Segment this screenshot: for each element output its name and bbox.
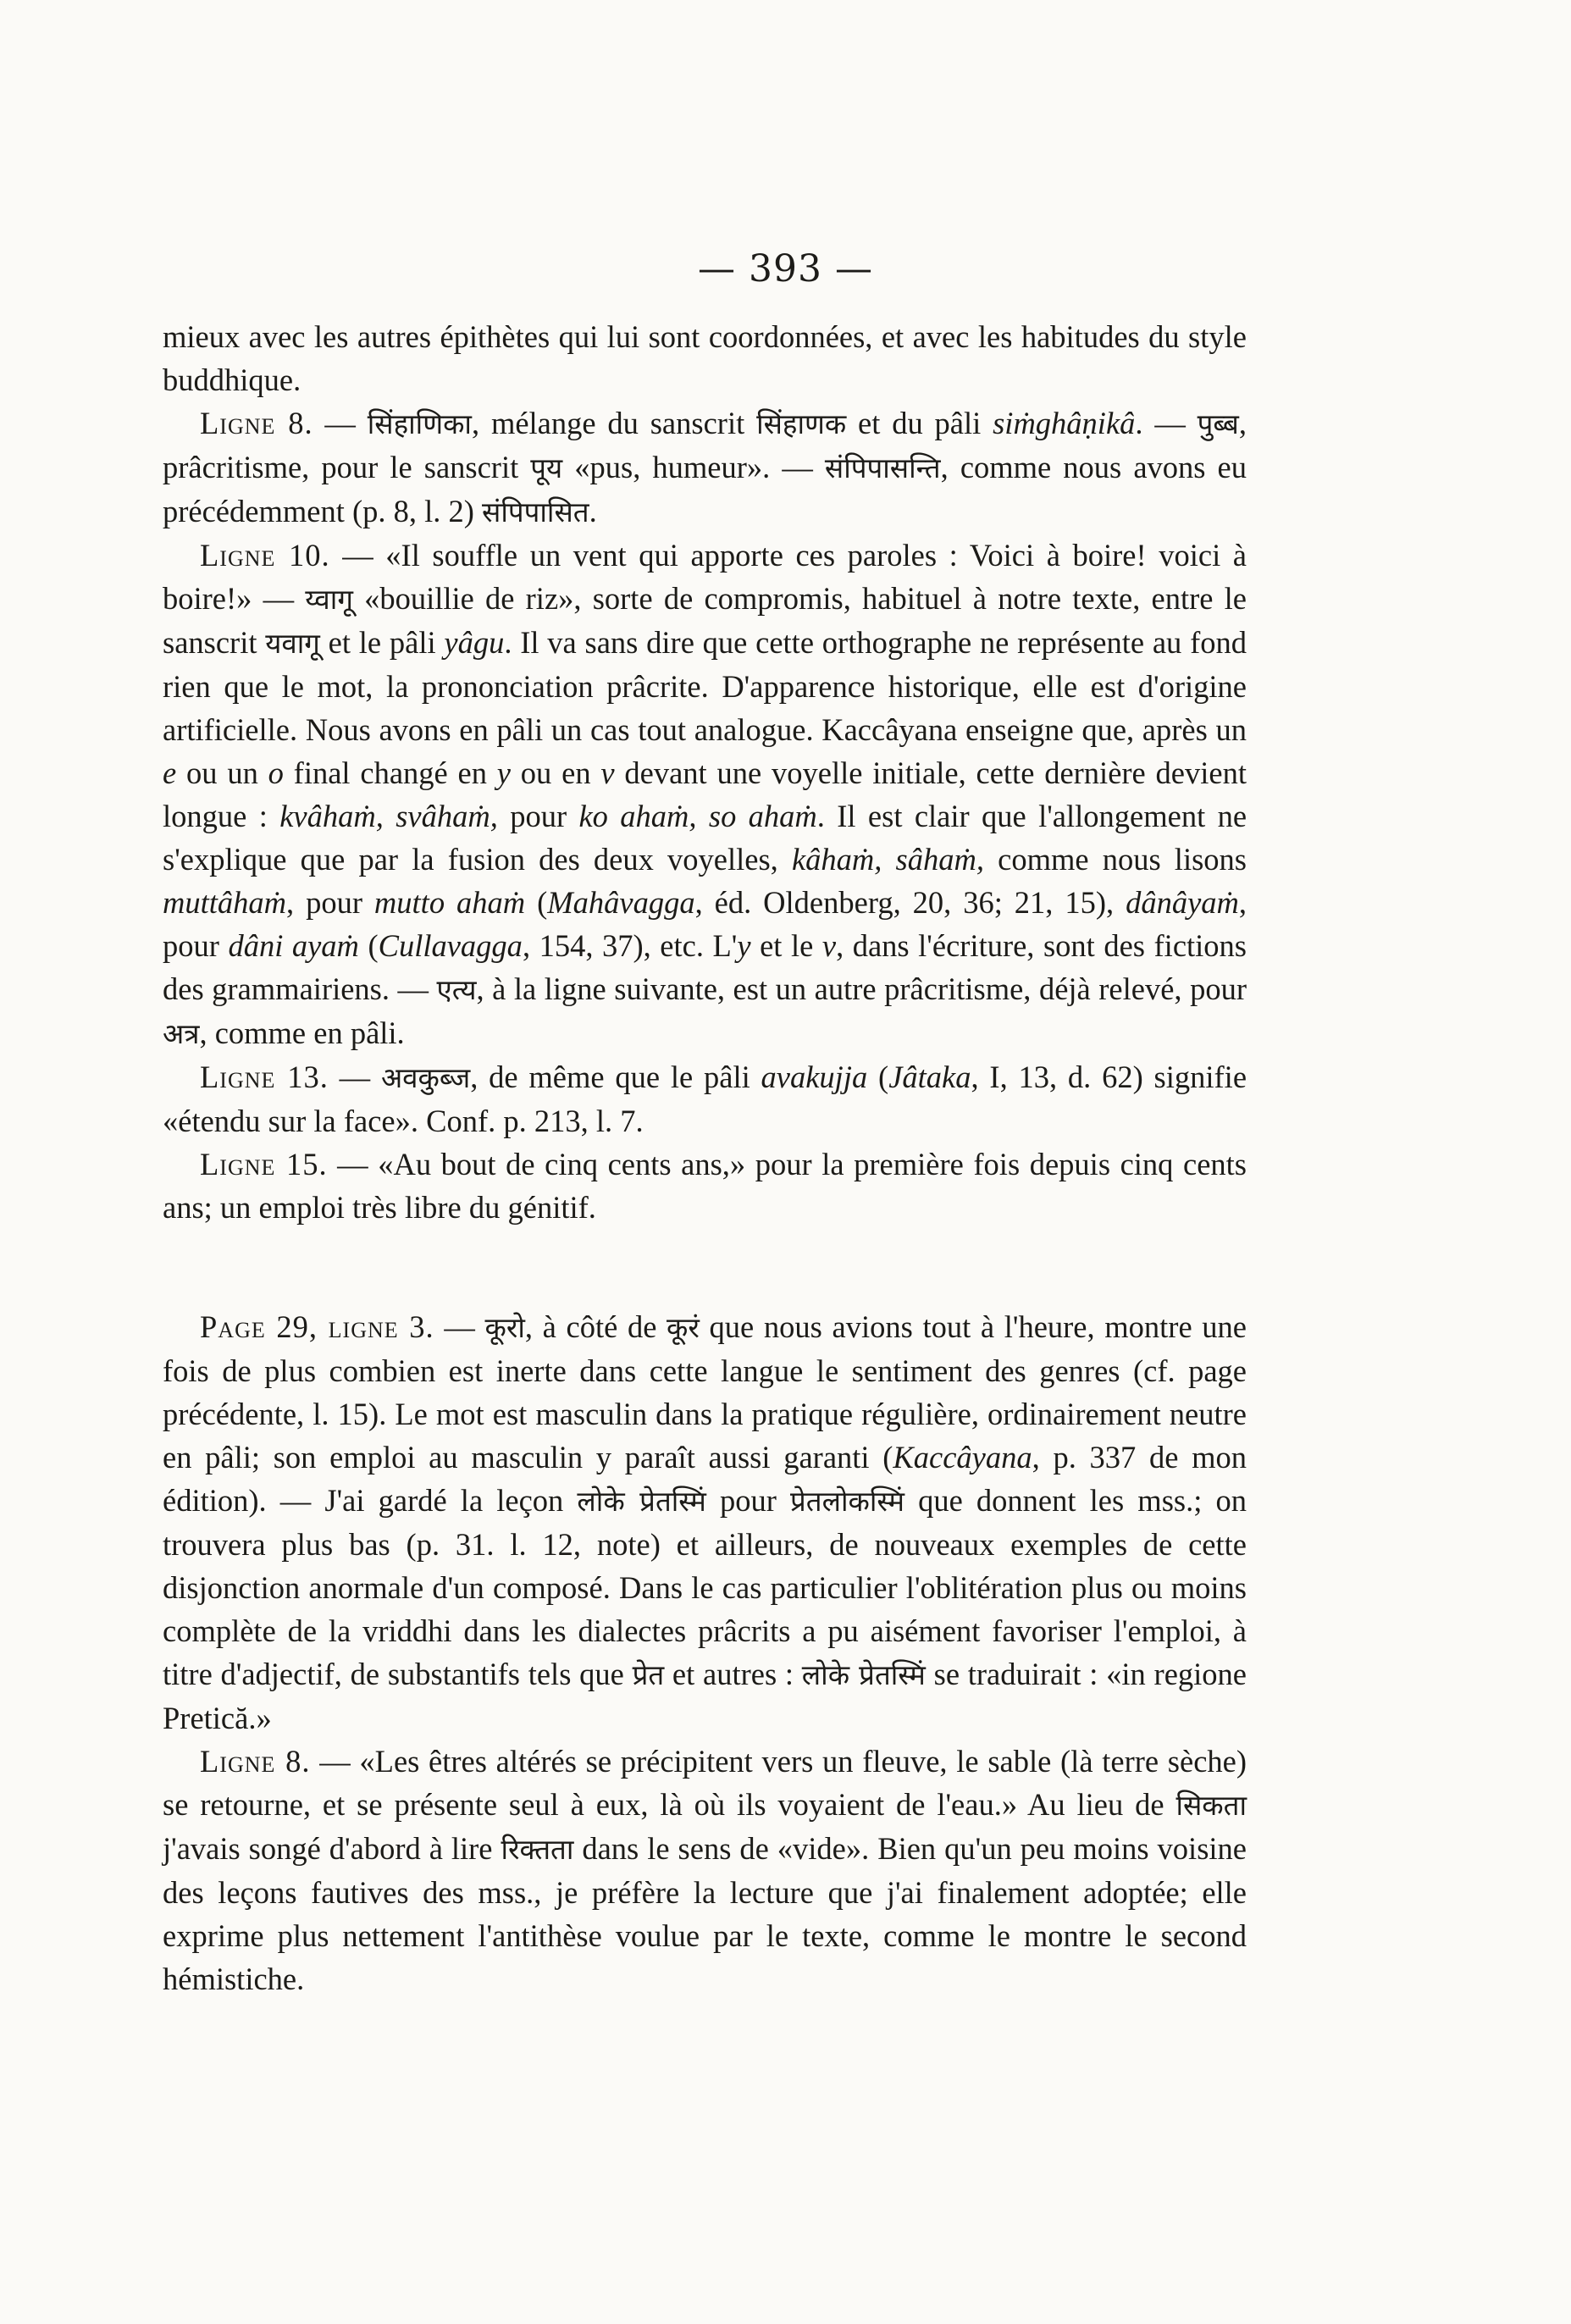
devanagari-term: अवकुब्ज bbox=[380, 1061, 471, 1094]
text-run: comme nous lisons bbox=[983, 842, 1247, 877]
text-run: , comme en pâli. bbox=[199, 1015, 405, 1050]
text-run: et le bbox=[750, 928, 822, 963]
text-run: devant une voyelle initiale, cette dernière devient longue : bbox=[163, 755, 1247, 833]
text-run: «pus, humeur». — bbox=[562, 450, 825, 484]
italic-term: kâhaṁ, sâhaṁ, bbox=[791, 842, 984, 877]
devanagari-term: लोके प्रेतस्मिं bbox=[801, 1658, 926, 1691]
text-run: et du pâli bbox=[846, 406, 993, 440]
text-run: . — bbox=[1135, 406, 1198, 440]
text-run: , comme nous avons eu précédemment (p. 8, l. 2) bbox=[163, 450, 1247, 528]
italic-term: v bbox=[600, 755, 615, 790]
italic-term: avakujja bbox=[761, 1060, 868, 1094]
paragraph bbox=[163, 534, 1247, 1055]
text-run: ( bbox=[867, 1060, 889, 1094]
devanagari-term: अत्र bbox=[163, 1017, 200, 1050]
italic-term: yâgu bbox=[444, 625, 505, 660]
italic-term: siṁghâṇikâ bbox=[993, 406, 1136, 440]
text-run: ( bbox=[525, 885, 548, 920]
devanagari-term: पूय bbox=[530, 451, 563, 484]
devanagari-term: कूरो bbox=[484, 1311, 525, 1344]
text-run: et le pâli bbox=[319, 625, 445, 660]
italic-term: v bbox=[821, 928, 837, 963]
section-gap bbox=[163, 1229, 1247, 1305]
italic-term: Mahâvagga bbox=[547, 885, 695, 920]
text-run: final changé en bbox=[283, 755, 497, 790]
devanagari-term: सिंहाणिका bbox=[367, 407, 472, 440]
text-run: . Il est clair que l'allongement ne s'explique que par la fusion des deux voyelles, bbox=[163, 799, 1247, 877]
text-run: — «Il souffle un vent qui apporte ces paroles : Voici à boire! voici à boire!» — bbox=[163, 538, 1247, 616]
text-run: , prâcritisme, pour le sanscrit bbox=[163, 406, 1247, 484]
devanagari-term: प्रेत bbox=[632, 1658, 665, 1691]
line-reference: Ligne 15. bbox=[200, 1147, 328, 1181]
text-run: ou en bbox=[511, 755, 601, 790]
italic-term: e bbox=[163, 755, 177, 790]
text-run: — bbox=[313, 406, 368, 440]
line-reference: Ligne 13. bbox=[200, 1060, 329, 1094]
text-run: — bbox=[434, 1309, 485, 1344]
text-run: , de même que le pâli bbox=[470, 1060, 761, 1094]
text-run: ou un bbox=[176, 755, 268, 790]
text-run: , dans l'écriture, sont des fictions des grammairiens. — bbox=[163, 928, 1247, 1006]
text-run: dans le sens de «vide». Bien qu'un peu moins voisine des leçons fautives des mss., je préfère la lecture que j'ai finalement adoptée; elle exprime plus nettement l'antithèse voulue par le texte, comme le montre le second hémistiche. bbox=[163, 1831, 1247, 1996]
italic-term: muttâhaṁ bbox=[163, 885, 286, 920]
text-run: — bbox=[328, 1060, 381, 1094]
devanagari-term: रिक्तता bbox=[501, 1833, 574, 1866]
italic-term: mutto ahaṁ bbox=[373, 885, 526, 920]
text-run: . Il va sans dire que cette orthographe ne représente au fond rien que le mot, la prononciation prâcrite. D'apparence historique, elle est d'origine artificielle. Nous avons en pâli un cas tout analogue. Kaccâyana enseigne que, après un bbox=[163, 625, 1247, 747]
devanagari-term: लोके प्रेतस्मिं bbox=[577, 1485, 706, 1518]
devanagari-term: सिंहाणक bbox=[756, 407, 847, 440]
devanagari-term: पुब्ब bbox=[1197, 407, 1239, 440]
text-run: que nous avions tout à l'heure, montre une fois de plus combien est inerte dans cette langue le sentiment des genres (cf. page précédente, l. 15). Le mot est masculin dans la pratique régulière, ordinairement neutre en pâli; son emploi au masculin y paraît aussi garanti ( bbox=[163, 1309, 1247, 1475]
text-run: , 154, 37), etc. L' bbox=[522, 928, 738, 963]
devanagari-term: प्रेतलोकस्मिं bbox=[790, 1485, 904, 1518]
text-run: , pour bbox=[286, 885, 374, 920]
paragraph bbox=[163, 1740, 1247, 2000]
text-run: que donnent les mss.; on trouvera plus bas (p. 31. l. 12, note) et ailleurs, de nouveaux exemples de cette disjonction anormale d'un composé. Dans le cas particulier l'oblitération plus ou moins complète de la vriddhi dans les dialectes prâcrits a pu aisément favoriser l'emploi, à titre d'adjectif, de substantifs tels que bbox=[163, 1483, 1247, 1691]
line-reference: Ligne 8. bbox=[200, 1744, 311, 1779]
italic-term: kvâhaṁ, svâhaṁ, bbox=[279, 799, 498, 833]
devanagari-term: संपिपासित bbox=[482, 495, 589, 528]
text-run: , I, 13, d. 62) signifie «étendu sur la face». Conf. p. 213, l. 7. bbox=[163, 1060, 1247, 1138]
italic-term: Kaccâyana bbox=[893, 1440, 1032, 1475]
text-run: , éd. Oldenberg, 20, 36; 21, 15), bbox=[694, 885, 1126, 920]
devanagari-term: य्वागू bbox=[305, 583, 353, 616]
text-run: ( bbox=[358, 928, 379, 963]
text-run: . bbox=[589, 494, 597, 528]
text-run: se traduirait : «in regione Pretică.» bbox=[163, 1657, 1247, 1735]
devanagari-term: कूरं bbox=[667, 1311, 700, 1344]
italic-term: y bbox=[737, 928, 751, 963]
text-run: j'avais songé d'abord à lire bbox=[163, 1831, 501, 1866]
italic-term: o bbox=[268, 755, 284, 790]
devanagari-term: यवागू bbox=[265, 627, 320, 660]
paragraph bbox=[163, 1305, 1247, 1740]
text-run: et autres : bbox=[664, 1657, 802, 1691]
text-run: , à la ligne suivante, est un autre prâcritisme, déjà relevé, pour bbox=[476, 971, 1247, 1006]
text-run: — «Les êtres altérés se précipitent vers un fleuve, le sable (là terre sèche) se retourne, et se présente seul à eux, là où ils voyaient de l'eau.» Au lieu de bbox=[163, 1744, 1247, 1822]
italic-term: y bbox=[496, 755, 511, 790]
paragraph bbox=[163, 1055, 1247, 1143]
italic-term: Cullavagga bbox=[378, 928, 523, 963]
commentary-text bbox=[163, 315, 1247, 2000]
text-run: , à côté de bbox=[524, 1309, 667, 1344]
text-run: , pour bbox=[163, 885, 1247, 963]
italic-term: ko ahaṁ, so ahaṁ bbox=[578, 799, 817, 833]
text-run: — «Au bout de cinq cents ans,» pour la première fois depuis cinq cents ans; un emploi très libre du génitif. bbox=[163, 1147, 1247, 1225]
line-reference: Page 29, ligne 3. bbox=[200, 1309, 434, 1344]
devanagari-term: सिकता bbox=[1175, 1789, 1247, 1822]
paragraph bbox=[163, 315, 1247, 401]
italic-term: dâni ayaṁ bbox=[228, 928, 359, 963]
line-reference: Ligne 8. bbox=[200, 406, 313, 440]
text-run: , mélange du sanscrit bbox=[471, 406, 757, 440]
text-run: pour bbox=[705, 1483, 791, 1518]
devanagari-term: संपिपासन्ति bbox=[824, 451, 941, 484]
paragraph bbox=[163, 1143, 1247, 1229]
paragraph bbox=[163, 401, 1247, 534]
page-number: — 393 — bbox=[698, 247, 873, 290]
italic-term: Jâtaka bbox=[888, 1060, 971, 1094]
italic-term: dânâyaṁ bbox=[1126, 885, 1239, 920]
text-run: «bouillie de riz», sorte de compromis, habituel à notre texte, entre le sanscrit bbox=[163, 581, 1247, 660]
paragraph-text: mieux avec les autres épithètes qui lui sont coordonnées, et avec les habitudes du style buddhique. bbox=[163, 319, 1247, 397]
text-run: pour bbox=[497, 799, 579, 833]
devanagari-term: एत्य bbox=[436, 973, 477, 1006]
text-run: , p. 337 de mon édition). — J'ai gardé la leçon bbox=[163, 1440, 1247, 1518]
line-reference: Ligne 10. bbox=[200, 538, 330, 573]
